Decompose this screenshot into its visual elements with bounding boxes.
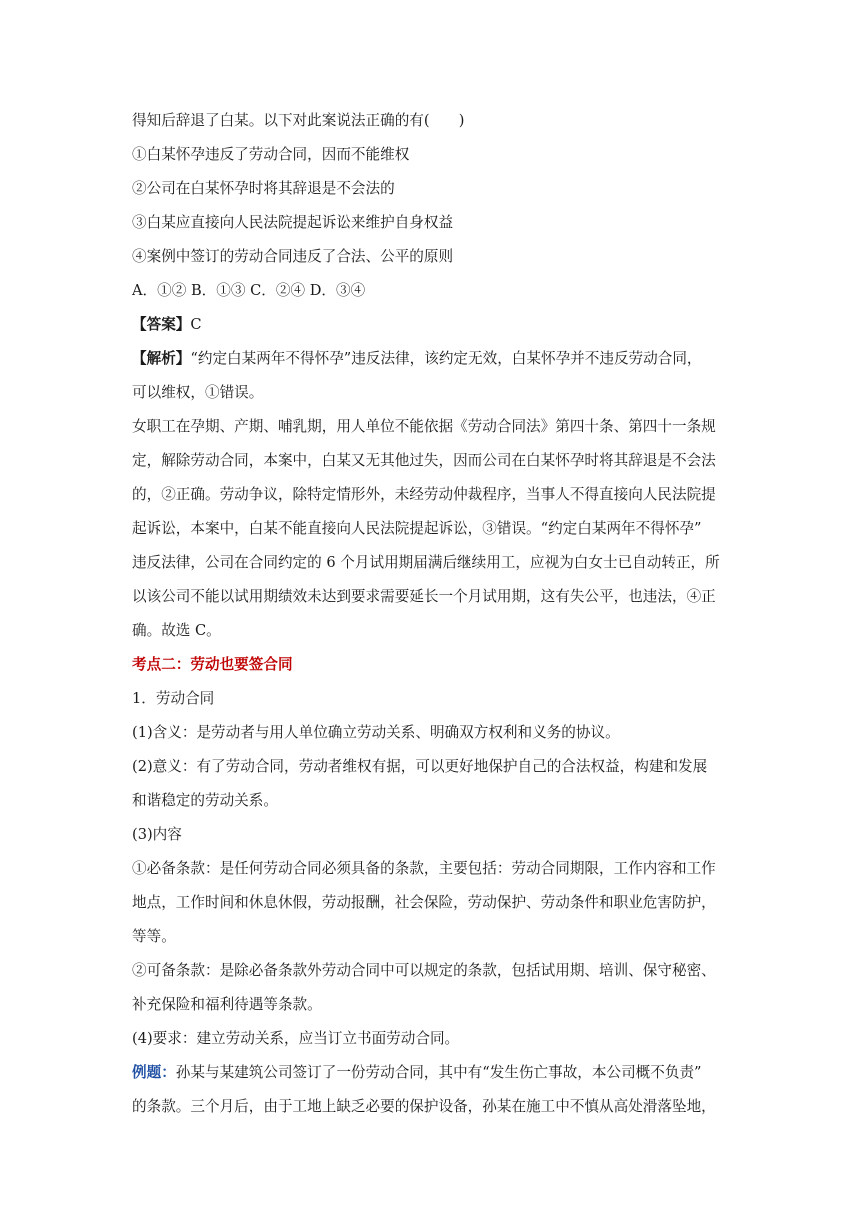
answer-value: C: [190, 316, 202, 333]
analysis-label: 【解析】: [132, 350, 191, 367]
body-line: (1)含义：是劳动者与用人单位确立劳动关系、明确双方权利和义务的协议。: [132, 724, 620, 741]
analysis-line: 定，解除劳动合同，本案中，白某又无其他过失，因而公司在白某怀孕时将其辞退是不会法: [132, 452, 716, 469]
analysis-line: [132, 342, 734, 376]
answer-choices: A．①② B．①③ C．②④ D．③④: [132, 282, 366, 299]
analysis-line: 女职工在孕期、产期、哺乳期，用人单位不能依据《劳动合同法》第四十条、第四十一条规: [132, 418, 716, 435]
example-text: 孙某与某建筑公司签订了一份劳动合同，其中有“发生伤亡事故，本公司概不负责”: [175, 1064, 702, 1081]
analysis-line: 违反法律，公司在合同约定的 6 个月试用期届满后继续用工，应视为白女士已自动转正，所: [132, 554, 720, 571]
example-line: 的条款。三个月后，由于工地上缺乏必要的保护设备，孙某在施工中不慎从高处滑落坠地，: [132, 1098, 716, 1115]
body-line: ②可备条款：是除必备条款外劳动合同中可以规定的条款，包括试用期、培训、保守秘密、: [132, 962, 716, 979]
answer-line: [132, 308, 734, 342]
answer-label: 【答案】: [132, 316, 191, 333]
option-2: ②公司在白某怀孕时将其辞退是不会法的: [132, 180, 395, 197]
option-3: ③白某应直接向人民法院提起诉讼来维护自身权益: [132, 214, 454, 231]
body-line: (2)意义：有了劳动合同，劳动者维权有据，可以更好地保护自己的合法权益，构建和发展: [132, 758, 708, 775]
body-line: (4)要求：建立劳动关系，应当订立书面劳动合同。: [132, 1030, 460, 1047]
subheading: 1．劳动合同: [132, 690, 215, 707]
option-4: ④案例中签订的劳动合同违反了合法、公平的原则: [132, 248, 454, 265]
analysis-line: 起诉讼，本案中，白某不能直接向人民法院提起诉讼，③错误。“约定白某两年不得怀孕”: [132, 520, 702, 537]
body-line: 和谐稳定的劳动关系。: [132, 792, 278, 809]
example-label: 例题：: [132, 1064, 176, 1081]
analysis-line: 的，②正确。劳动争议，除特定情形外，未经劳动仲裁程序，当事人不得直接向人民法院提: [132, 486, 716, 503]
analysis-text: “约定白某两年不得怀孕”违反法律，该约定无效，白某怀孕并不违反劳动合同，: [190, 350, 702, 367]
body-line: 补充保险和福利待遇等条款。: [132, 996, 322, 1013]
option-1: ①白某怀孕违反了劳动合同，因而不能维权: [132, 146, 410, 163]
document-page: [132, 104, 734, 1124]
section-heading: 考点二：劳动也要签合同: [132, 656, 293, 673]
example-line: [132, 1056, 734, 1090]
analysis-line: 确。故选 C。: [132, 622, 221, 639]
analysis-line: 可以维权，①错误。: [132, 384, 264, 401]
analysis-line: 以该公司不能以试用期绩效未达到要求需要延长一个月试用期，这有失公平，也违法，④正: [132, 588, 716, 605]
body-line: 等等。: [132, 928, 176, 945]
body-line: 地点，工作时间和休息休假，劳动报酬，社会保险，劳动保护、劳动条件和职业危害防护，: [132, 894, 716, 911]
body-line: (3)内容: [132, 826, 182, 843]
body-line: ①必备条款：是任何劳动合同必须具备的条款，主要包括：劳动合同期限，工作内容和工作: [132, 860, 716, 877]
question-stem-line: 得知后辞退了白某。以下对此案说法正确的有( ): [132, 112, 465, 129]
